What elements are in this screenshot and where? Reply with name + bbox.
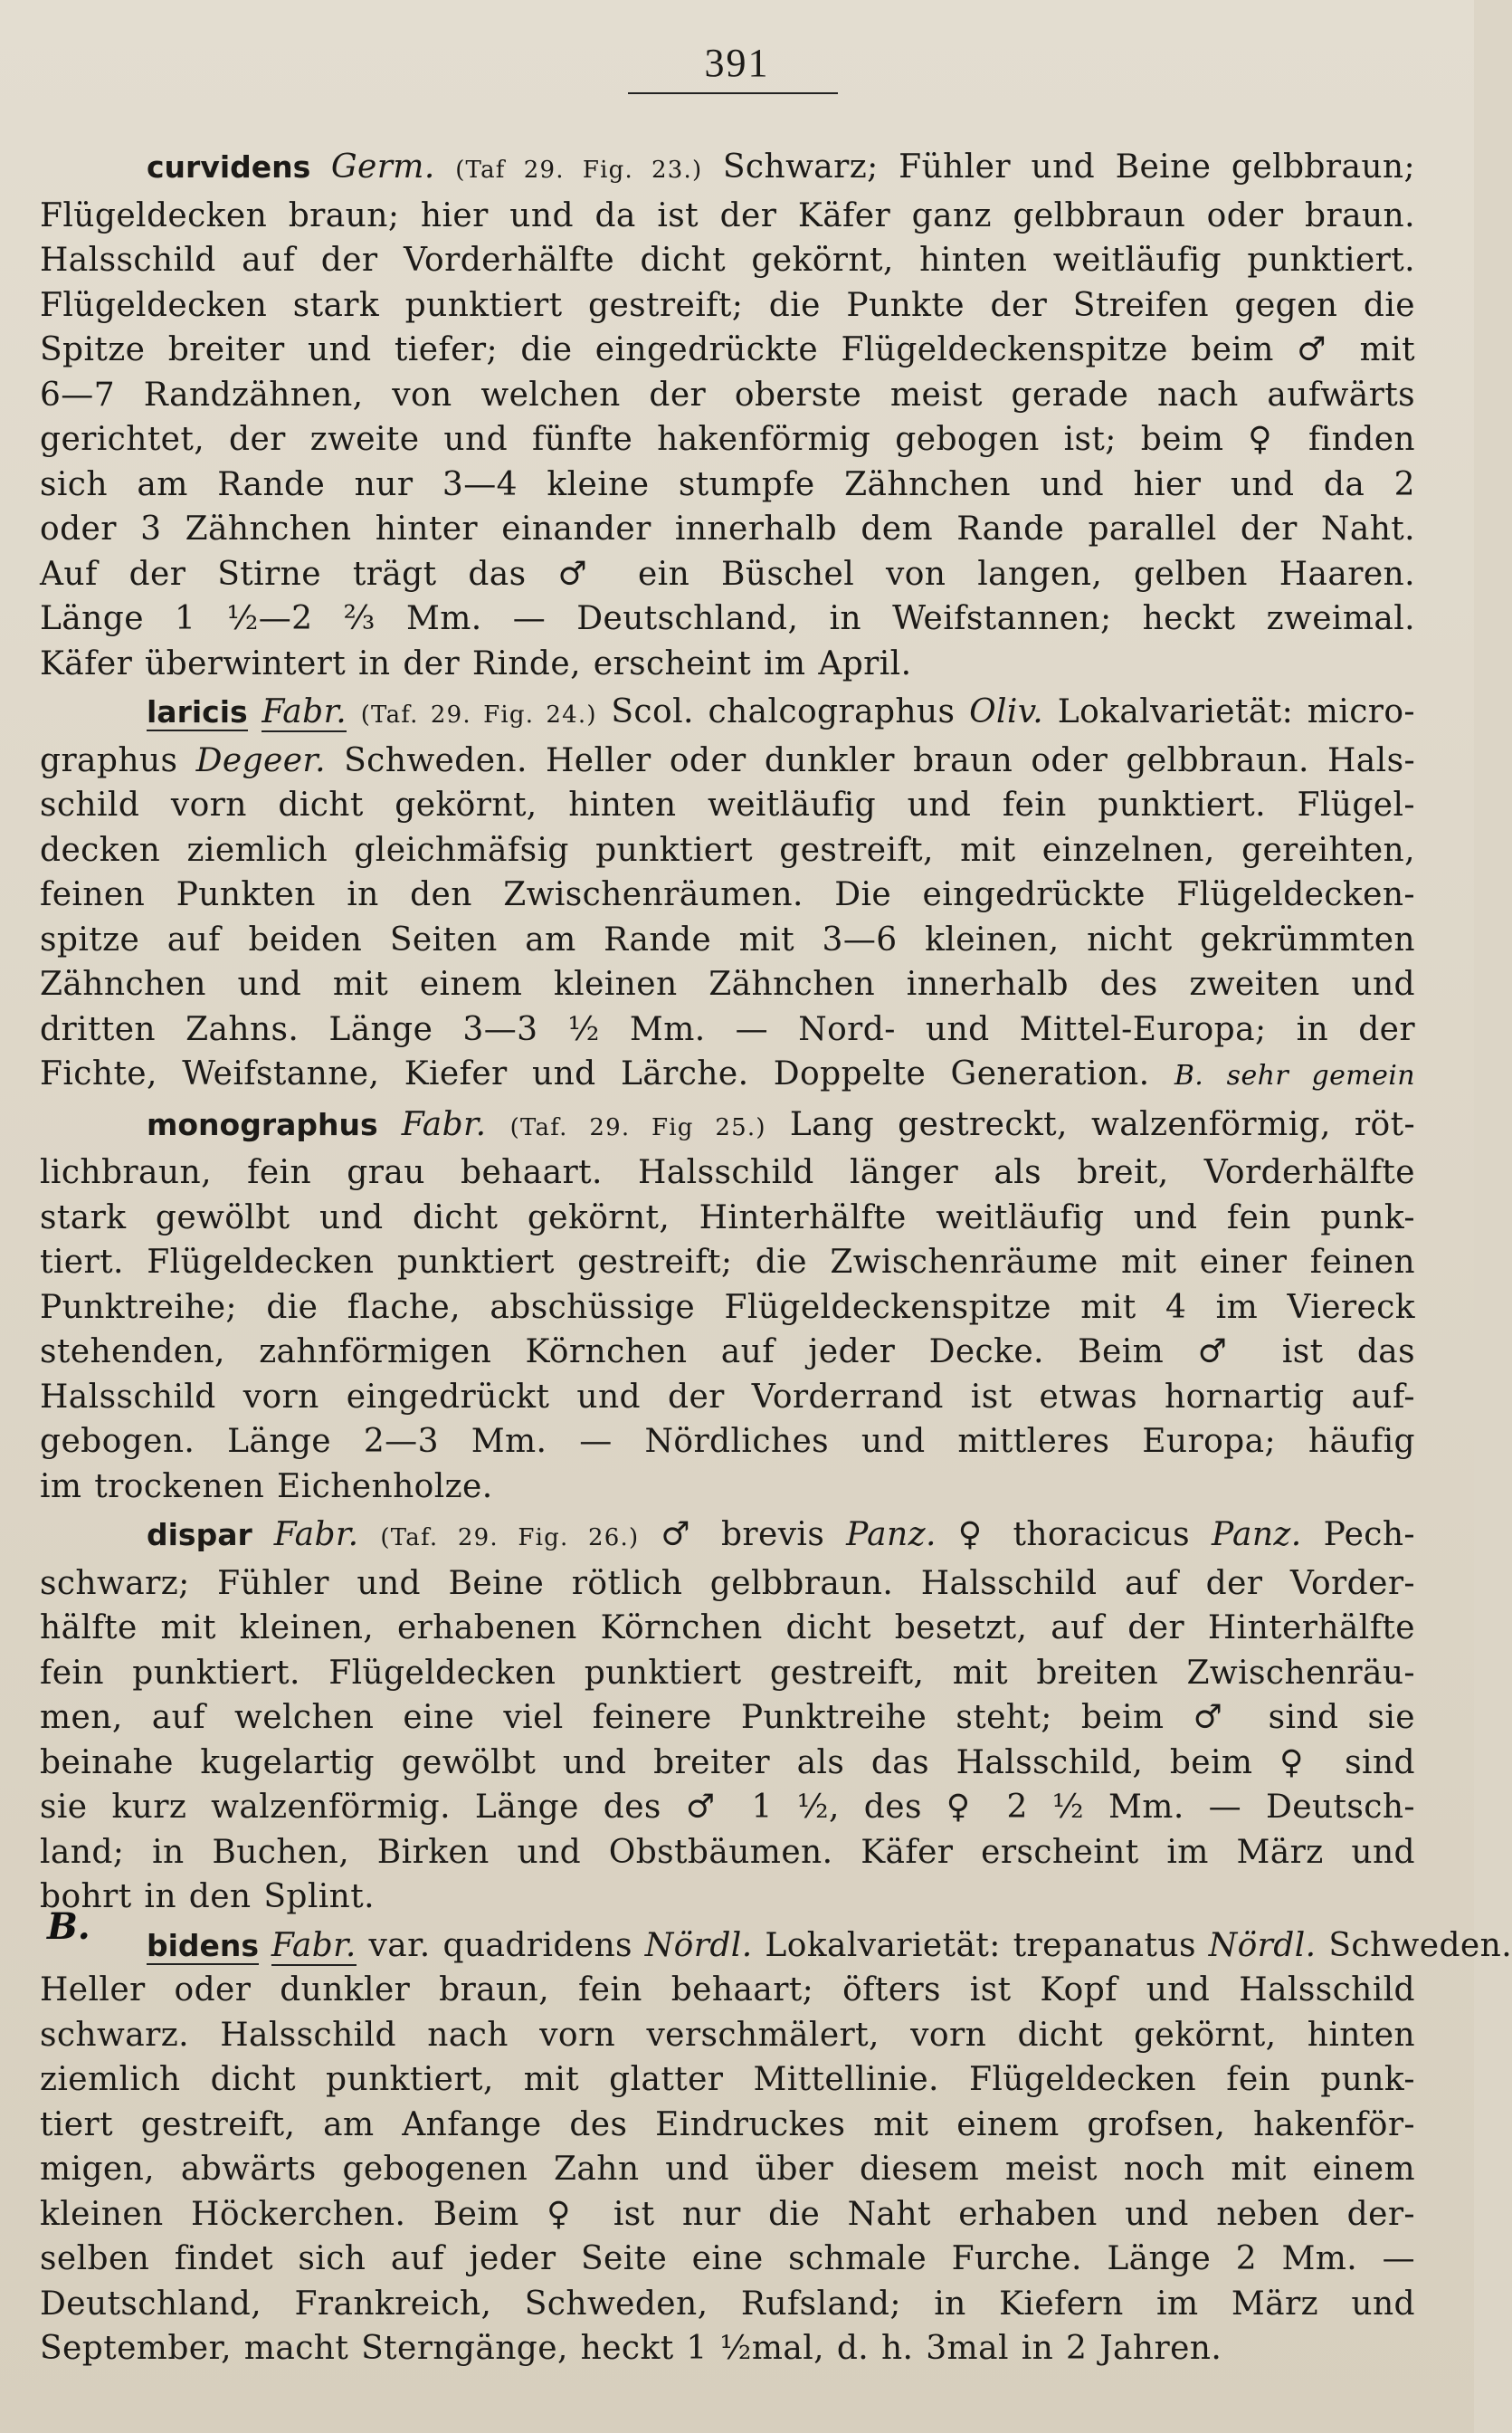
text-line: Auf der Stirne trägt das ♂ ein Büschel von langen, gelben Haaren. [40,555,1415,593]
text-line: tiert gestreift, am Anfange des Eindruckes mit einem grofsen, hakenför- [40,2105,1415,2143]
species-author: Fabr. [271,1926,357,1964]
text-line: Pech- [1323,1516,1415,1553]
handwritten-mark: B. [47,1905,90,1948]
local-variety-author: Nördl. [1208,1926,1317,1964]
plate-reference: (Taf. 29. Fig. 26.) [380,1524,640,1551]
text-line-body: Fichte, Weifstanne, Kiefer und Lärche. Doppelte Generation. [40,1055,1150,1092]
text-line: tiert. Flügeldecken punktiert gestreift; die Zwischenräume mit einer feinen [40,1244,1415,1281]
text-line: decken ziemlich gleichmäfsig punktiert gestreift, mit einzelnen, gereihten, [40,831,1415,869]
entry-first-line [40,145,1415,194]
entry-bidens [40,1923,1512,2371]
text-line: Spitze breiter und tiefer; die eingedrückte Flügeldeckenspitze beim ♂ mit [40,331,1415,368]
local-variety: Lokalvarietät: trepanatus [765,1926,1196,1964]
page-number: 391 [704,41,770,85]
variety-author: Degeer. [195,741,326,779]
male-synonym: ♂ brevis [661,1516,825,1553]
text-line: Schwarz; Fühler und Beine gelbbraun; [722,148,1416,186]
text-line: beinahe kugelartig gewölbt und breiter als das Halsschild, beim ♀ sind [40,1743,1415,1781]
entry-laricis [40,690,1415,1099]
plate-reference: (Taf 29. Fig. 23.) [455,157,703,184]
text-line: selben findet sich auf jeder Seite eine schmale Furche. Länge 2 Mm. — [40,2240,1415,2277]
text-line: Flügeldecken braun; hier und da ist der Käfer ganz gelbbraun oder braun. [40,196,1415,234]
text-line: schwarz; Fühler und Beine rötlich gelbbraun. Halsschild auf der Vorder- [40,1564,1415,1602]
text-line: Flügeldecken stark punktiert gestreift; die Punkte der Streifen gegen die [40,286,1415,324]
text-line: gerichtet, der zweite und fünfte hakenförmig gebogen ist; beim ♀ finden [40,421,1415,458]
text-line: spitze auf beiden Seiten am Rande mit 3—6 kleinen, nicht gekrümmten [40,921,1415,959]
text-line: lichbraun, fein grau behaart. Halsschild länger als breit, Vorderhälfte [40,1154,1415,1191]
header-rule [628,92,838,94]
species-author: Fabr. [273,1516,359,1553]
text-line: oder 3 Zähnchen hinter einander innerhalb dem Rande parallel der Naht. [40,510,1415,548]
entry-monographus [40,1102,1415,1510]
text-line: Halsschild vorn eingedrückt und der Vorderrand ist etwas hornartig auf- [40,1378,1415,1416]
text-line: Halsschild auf der Vorderhälfte dicht gekörnt, hinten weitläufig punktiert. [40,242,1415,279]
text-line: fein punktiert. Flügeldecken punktiert gestreift, mit breiten Zwischenräu- [40,1654,1415,1692]
species-name: dispar [147,1517,252,1552]
text-line: 6—7 Randzähnen, von welchen der oberste meist gerade nach aufwärts [40,376,1415,414]
variety-name: graphus [40,741,178,779]
text-line: Lang gestreckt, walzenförmig, röt- [789,1105,1416,1143]
text-line: Zähnchen und mit einem kleinen Zähnchen innerhalb des zweiten und [40,966,1415,1003]
text-line [40,1052,1415,1099]
species-name: laricis [147,694,248,730]
text-line: stark gewölbt und dicht gekörnt, Hinterhälfte weitläufig und fein punk- [40,1198,1415,1236]
variety-author: Nördl. [644,1926,753,1964]
text-line [40,739,1415,784]
text-line: dritten Zahns. Länge 3—3 ½ Mm. — Nord- und Mittel-Europa; in der [40,1010,1415,1048]
text-line: migen, abwärts gebogenen Zahn und über diesem meist noch mit einem [40,2151,1415,2188]
text-line: hälfte mit kleinen, erhabenen Körnchen dicht besetzt, auf der Hinterhälfte [40,1609,1415,1646]
text-line: men, auf welchen eine viel feinere Punktreihe steht; beim ♂ sind sie [40,1699,1415,1736]
species-name: monographus [147,1106,378,1142]
variety: var. quadridens [368,1926,632,1964]
synonym: Scol. chalcographus [611,693,956,730]
text-line: schwarz. Halsschild nach vorn verschmälert, vorn dicht gekörnt, hinten [40,2016,1415,2054]
text-line: land; in Buchen, Birken und Obstbäumen. Käfer erscheint im März und [40,1833,1415,1871]
text-line: schild vorn dicht gekörnt, hinten weitläufig und fein punktiert. Flügel- [40,787,1415,824]
text-line: Deutschland, Frankreich, Schweden, Rufsland; in Kiefern im März und [40,2285,1415,2323]
text-line-tail: Schweden. Heller oder dunkler braun oder gelbbraun. Hals- [344,741,1416,779]
entry-first-line [40,1923,1512,1969]
text-line: feinen Punkten in den Zwischenräumen. Die eingedrückte Flügeldecken- [40,876,1415,913]
species-name: bidens [147,1927,260,1963]
text-line: September, macht Sterngänge, heckt 1 ½mal, d. h. 3mal in 2 Jahren. [40,2330,1222,2367]
female-synonym: ♀ thoracicus [957,1516,1191,1553]
entry-first-line [40,1102,1415,1151]
text-line: Länge 1 ½—2 ⅔ Mm. — Deutschland, in Weifstannen; heckt zweimal. [40,600,1415,637]
male-synonym-author: Panz. [846,1516,937,1553]
entry-dispar [40,1512,1415,1920]
text-line: Heller oder dunkler braun, fein behaart; öfters ist Kopf und Halsschild [40,1971,1415,2008]
entry-first-line [40,1512,1415,1561]
text-line: im trockenen Eichenholze. [40,1467,493,1505]
text-line: Käfer überwintert in der Rinde, erscheint im April. [40,644,912,682]
text-line: sie kurz walzenförmig. Länge des ♂ 1 ½, des ♀ 2 ½ Mm. — Deutsch- [40,1789,1415,1826]
synonym-author: Oliv. [969,693,1044,730]
entry-curvidens [40,145,1415,686]
text-line: stehenden, zahnförmigen Körnchen auf jeder Decke. Beim ♂ ist das [40,1333,1415,1370]
species-author: Fabr. [262,693,347,730]
text-body [40,145,1512,2375]
text-line: Punktreihe; die flache, abschüssige Flügeldeckenspitze mit 4 im Viereck [40,1288,1415,1326]
handwritten-note: B. sehr gemein [1174,1060,1415,1092]
text-line: bohrt in den Splint. [40,1878,375,1915]
text-line: Lokalvarietät: micro- [1057,693,1416,730]
text-line: gebogen. Länge 2—3 Mm. — Nördliches und mittleres Europa; häufig [40,1423,1415,1460]
species-name: curvidens [147,149,311,185]
text-line: kleinen Höckerchen. Beim ♀ ist nur die Naht erhaben und neben der- [40,2195,1415,2233]
text-line: ziemlich dicht punktiert, mit glatter Mittellinie. Flügeldecken fein punk- [40,2061,1415,2098]
species-author: Germ. [330,148,435,186]
text-line: Schweden. [1328,1926,1512,1964]
text-line: sich am Rande nur 3—4 kleine stumpfe Zähnchen und hier und da 2 [40,465,1415,503]
plate-reference: (Taf. 29. Fig. 24.) [360,701,597,729]
entry-first-line [40,690,1415,739]
plate-reference: (Taf. 29. Fig 25.) [509,1113,766,1141]
female-synonym-author: Panz. [1211,1516,1302,1553]
species-author: Fabr. [401,1105,487,1143]
